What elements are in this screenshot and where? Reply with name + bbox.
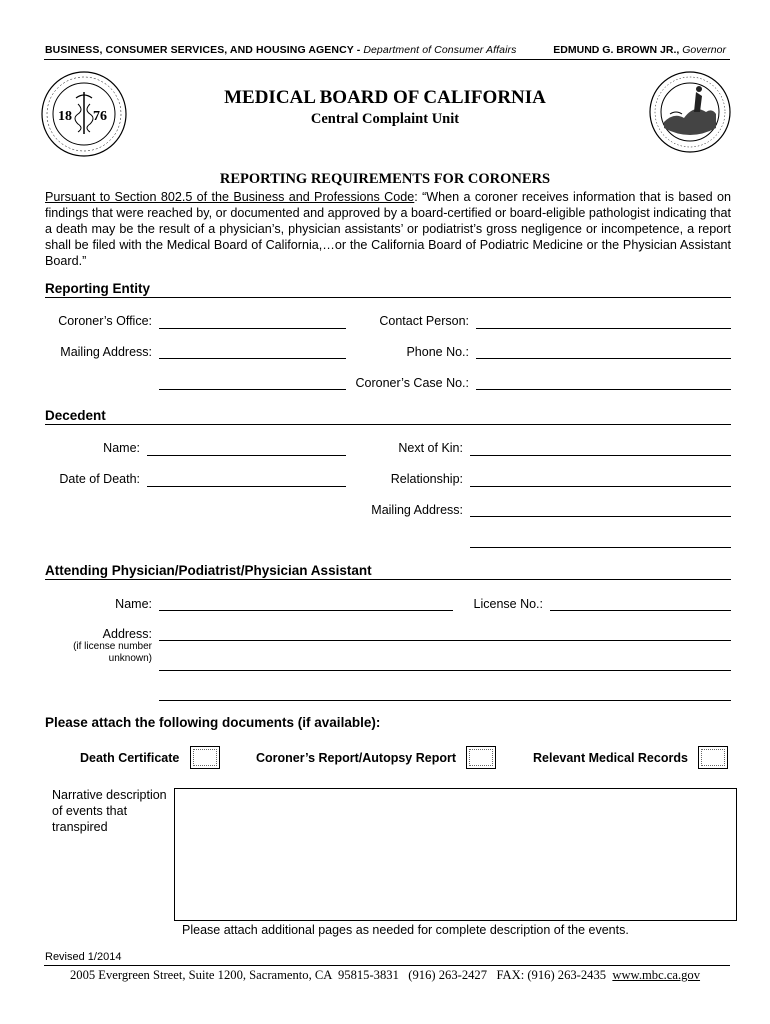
unit-subtitle: Central Complaint Unit (310, 111, 460, 127)
physician-address-field-2[interactable] (159, 670, 731, 671)
footer-divider (44, 965, 730, 966)
next-of-kin-label: Next of Kin: (398, 441, 463, 455)
department-name: Department of Consumer Affairs (363, 44, 517, 56)
next-of-kin-field[interactable] (470, 455, 731, 456)
relationship-label: Relationship: (390, 472, 463, 486)
relationship-field[interactable] (470, 486, 731, 487)
document-title: REPORTING REQUIREMENTS FOR CORONERS (219, 171, 551, 187)
footer-address (0, 968, 770, 983)
revision-date: Revised 1/2014 (45, 951, 122, 963)
governor-header: EDMUND G. BROWN JR., Governor (553, 44, 726, 56)
autopsy-report-checkbox[interactable] (466, 746, 496, 769)
website-link[interactable]: www.mbc.ca.gov (612, 968, 701, 982)
narrative-textarea[interactable] (174, 788, 737, 921)
medical-records-label: Relevant Medical Records (533, 751, 688, 765)
contact-person-label: Contact Person: (379, 314, 469, 328)
reporting-entity-heading: Reporting Entity (45, 281, 731, 298)
decedent-name-label: Name: (103, 441, 140, 455)
intro-text: : “When a coroner receives information that is based on findings that were reached by, or documented and approved by a board-certified or board-eligible pathologist indicating that a death may be the result of a physician’s, physician assistants’ or podiatrist’s gross negligence or incompetence, a report shall be filed with the Medical Board of California,…or the California Board of Podiatric Medicine or the Physician Assistant Board.” (45, 190, 732, 268)
board-title: MEDICAL BOARD OF CALIFORNIA (224, 87, 546, 108)
footer-contact: 2005 Evergreen Street, Suite 1200, Sacramento, CA 95815-3831 (916) 263-2427 FAX: (916) 263-2435 (69, 968, 613, 982)
agency-header: BUSINESS, CONSUMER SERVICES, AND HOUSING AGENCY - Department of Consumer Affairs (45, 44, 517, 56)
decedent-heading: Decedent (45, 408, 731, 425)
attachments-heading: Please attach the following documents (if available): (45, 715, 381, 730)
decedent-mailing-address-field-2[interactable] (470, 547, 731, 548)
decedent-name-field[interactable] (147, 455, 346, 456)
medical-records-checkbox[interactable] (698, 746, 728, 769)
phone-field[interactable] (476, 358, 731, 359)
entity-mailing-address-field[interactable] (159, 358, 346, 359)
entity-mailing-address-label: Mailing Address: (60, 345, 152, 359)
contact-person-field[interactable] (476, 328, 731, 329)
governor-name: EDMUND G. BROWN JR. (553, 44, 677, 56)
phone-label: Phone No.: (406, 345, 469, 359)
case-no-label: Coroner’s Case No.: (355, 376, 469, 390)
header-divider (44, 59, 730, 60)
agency-name: BUSINESS, CONSUMER SERVICES, AND HOUSING AGENCY (45, 44, 354, 56)
address-note-line-1: (if license number (73, 641, 152, 652)
physician-heading: Attending Physician/Podiatrist/Physician Assistant (45, 563, 731, 580)
license-no-label: License No.: (473, 597, 543, 611)
address-note (40, 641, 152, 665)
physician-name-label: Name: (115, 597, 152, 611)
seal-year-right: 76 (93, 109, 107, 124)
seal-year-left: 18 (58, 109, 72, 124)
statute-reference: Pursuant to Section 802.5 of the Business and Professions Code (45, 190, 415, 204)
physician-name-field[interactable] (159, 610, 453, 611)
intro-paragraph (45, 189, 731, 269)
license-no-field[interactable] (550, 610, 731, 611)
death-certificate-checkbox[interactable] (190, 746, 220, 769)
narrative-label: Narrative description of events that transpired (52, 788, 167, 834)
entity-mailing-address-field-2[interactable] (159, 389, 346, 390)
case-no-field[interactable] (476, 389, 731, 390)
physician-address-field-3[interactable] (159, 700, 731, 701)
autopsy-report-label: Coroner’s Report/Autopsy Report (256, 751, 457, 765)
governor-title: Governor (682, 44, 726, 56)
death-certificate-label: Death Certificate (80, 751, 180, 765)
date-of-death-label: Date of Death: (59, 472, 140, 486)
decedent-mailing-address-field[interactable] (470, 516, 731, 517)
decedent-mailing-address-label: Mailing Address: (371, 503, 463, 517)
physician-address-field[interactable] (159, 640, 731, 641)
address-note-line-2: unknown) (108, 653, 152, 664)
coroners-office-label: Coroner’s Office: (58, 314, 152, 328)
physician-address-label: Address: (102, 627, 152, 641)
date-of-death-field[interactable] (147, 486, 346, 487)
narrative-note: Please attach additional pages as needed for complete description of the events. (182, 923, 629, 937)
coroners-office-field[interactable] (159, 328, 346, 329)
